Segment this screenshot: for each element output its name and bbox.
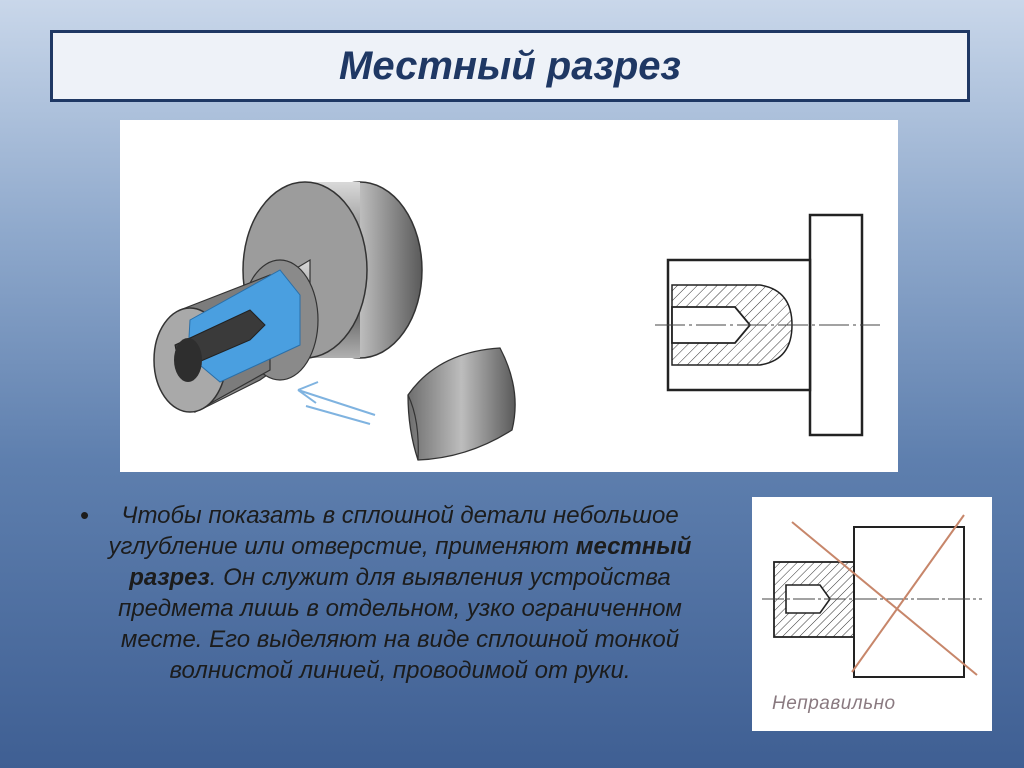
slide-title: Местный разрез [339,43,681,88]
bullet-text-bold: местный разрез [129,533,692,591]
title-box [50,30,970,102]
bullet-text-before: Чтобы показать в сплошной детали небольшое углубление или отверстие, применяют [108,502,679,560]
bullet-text [80,500,720,686]
isometric-part [154,182,515,460]
bullet-text-after: . Он служит для выявления устройства предмета лишь в отдельном, узко ограниченном месте. Его выделяют на виде сплошной тонкой волнистой линией, проводимой от руки. [118,564,682,684]
wrong-example [752,497,992,731]
orthographic-drawing [655,215,880,435]
wrong-label: Неправильно [772,693,896,714]
bullet-block [80,500,720,740]
drawing-svg [120,120,898,472]
bullet-marker: • [80,500,90,530]
main-illustration [120,120,898,472]
